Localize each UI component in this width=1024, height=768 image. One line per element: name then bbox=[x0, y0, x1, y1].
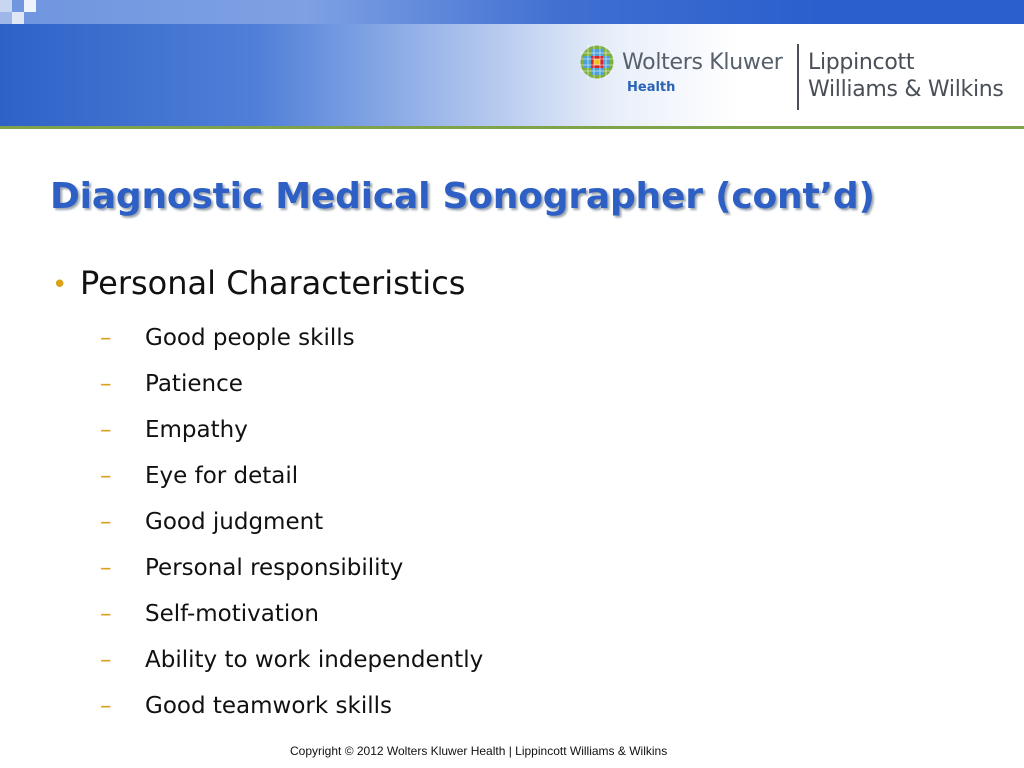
copyright-footer: Copyright © 2012 Wolters Kluwer Health | Lippincott Williams & Wilkins bbox=[290, 744, 668, 758]
sub-item-text: Good people skills bbox=[145, 325, 355, 351]
bullet-marker: • bbox=[52, 270, 68, 300]
dash-marker: – bbox=[100, 601, 112, 627]
brand-name: Wolters Kluwer bbox=[622, 50, 783, 75]
decorative-square bbox=[0, 12, 12, 24]
dash-marker: – bbox=[100, 555, 112, 581]
publisher-name-line1: Lippincott bbox=[808, 50, 915, 75]
sub-item-text: Personal responsibility bbox=[145, 555, 404, 581]
dash-marker: – bbox=[100, 371, 112, 397]
dash-marker: – bbox=[100, 509, 112, 535]
dash-marker: – bbox=[100, 693, 112, 719]
decorative-square bbox=[24, 0, 36, 12]
sub-item-text: Good teamwork skills bbox=[145, 693, 392, 719]
header-divider-line bbox=[0, 126, 1024, 129]
dash-marker: – bbox=[100, 463, 112, 489]
dash-marker: – bbox=[100, 325, 112, 351]
dash-marker: – bbox=[100, 417, 112, 443]
dash-marker: – bbox=[100, 647, 112, 673]
sub-item-text: Empathy bbox=[145, 417, 248, 443]
sub-item-text: Self-motivation bbox=[145, 601, 319, 627]
header-top-strip bbox=[0, 0, 1024, 24]
sub-item-text: Good judgment bbox=[145, 509, 324, 535]
decorative-square bbox=[12, 12, 24, 24]
publisher-name-line2: Williams & Wilkins bbox=[808, 77, 1004, 102]
publisher-logo bbox=[580, 42, 1020, 112]
sub-item-text: Eye for detail bbox=[145, 463, 299, 489]
logo-separator bbox=[797, 44, 799, 110]
sub-item-text: Patience bbox=[145, 371, 243, 397]
sub-item-text: Ability to work independently bbox=[145, 647, 484, 673]
brand-subtitle: Health bbox=[627, 80, 676, 95]
bullet-text: Personal Characteristics bbox=[80, 264, 466, 302]
decorative-square bbox=[0, 0, 12, 12]
wolters-kluwer-grid-logo-icon bbox=[580, 45, 614, 79]
slide-title: Diagnostic Medical Sonographer (cont’d) bbox=[50, 176, 875, 217]
